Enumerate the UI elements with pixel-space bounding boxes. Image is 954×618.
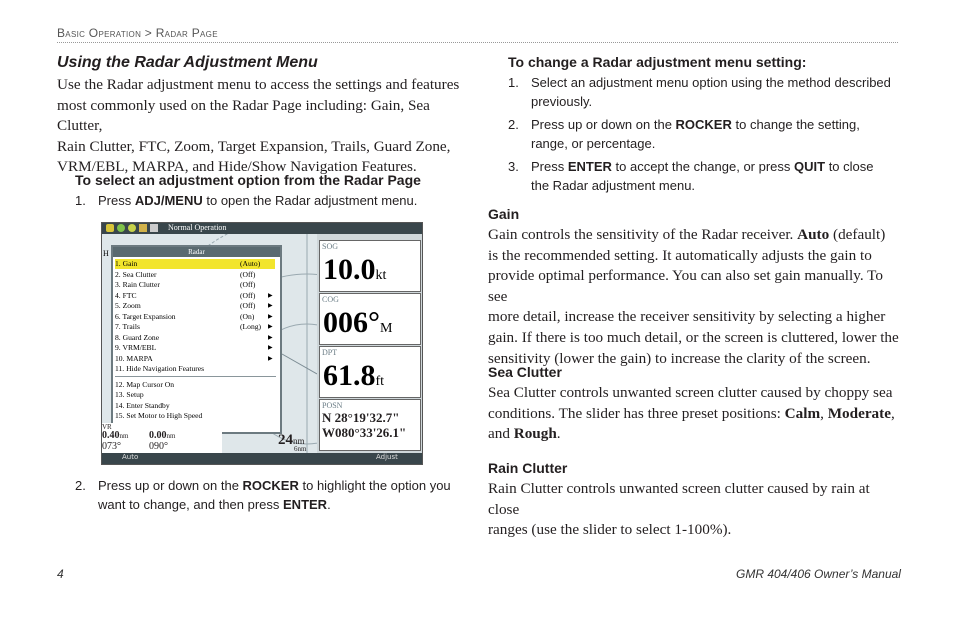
menu-title: Radar	[113, 247, 280, 257]
menu-item-label: 15. Set Motor to High Speed	[115, 411, 203, 420]
cog-field	[319, 293, 421, 345]
select-heading: To select an adjustment option from the Radar Page	[75, 172, 421, 188]
step-number: 3.	[508, 159, 519, 174]
battery-icon	[139, 224, 147, 232]
step-text: Select an adjustment menu option using the method described	[531, 75, 891, 90]
submenu-arrow-icon: ▶	[268, 313, 273, 320]
change-step-3	[508, 157, 903, 197]
step-text: want to change, and then press	[98, 497, 284, 512]
sea-clutter-paragraph: Sea Clutter controls unwanted screen clutter caused by choppy sea conditions. The slider has three preset positions: Calm, Moderate, and Rough.	[488, 383, 903, 445]
manual-title: GMR 404/406 Owner’s Manual	[736, 567, 901, 581]
rain-line: ranges (use the slider to select 1-100%).	[488, 521, 732, 539]
radar-display	[102, 234, 317, 453]
menu-item-label: 1. Gain	[115, 259, 138, 268]
step-number: 2.	[508, 117, 519, 132]
menu-item-label: 14. Enter Standby	[115, 400, 170, 410]
range-readout: 24nm	[278, 432, 305, 448]
select-step-1	[75, 191, 475, 210]
step-text: to close	[825, 159, 874, 174]
softkey-adjust: Adjust	[376, 453, 398, 461]
menu-item-value: (Off)	[240, 290, 256, 300]
menu-item-label: 13. Setup	[115, 390, 144, 399]
step-text: range, or percentage.	[531, 136, 656, 151]
menu-item[interactable]	[115, 270, 275, 280]
page-number: 4	[57, 567, 64, 581]
intro-line: Use the Radar adjustment menu to access the settings and features	[57, 76, 460, 93]
menu-item-label: 8. Guard Zone	[115, 332, 160, 342]
posn-lat: N 28°19'32.7"	[322, 410, 400, 425]
sea-text: conditions. The slider has three preset positions:	[488, 404, 785, 422]
gain-paragraph	[488, 225, 903, 369]
menu-item[interactable]	[115, 364, 275, 374]
gain-line: provide optimal performance. You can also set gain manually. To see	[488, 267, 883, 305]
menu-item-label: 2. Sea Clutter	[115, 269, 157, 279]
vrm-label: VR	[102, 423, 112, 431]
step-number: 1.	[75, 193, 86, 208]
menu-item-value: (On)	[240, 311, 255, 321]
gain-auto: Auto	[797, 226, 830, 243]
key-rocker: ROCKER	[242, 478, 299, 493]
menu-item-label: 4. FTC	[115, 290, 137, 300]
sea-clutter-heading: Sea Clutter	[488, 364, 562, 380]
menu-item[interactable]	[115, 312, 275, 322]
menu-item[interactable]	[115, 291, 275, 301]
vrm-distance-2: 0.00nm	[149, 430, 176, 441]
menu-item-value: (Off)	[240, 301, 256, 310]
step-text: to open the Radar adjustment menu.	[202, 193, 418, 208]
menu-item-value: (Off)	[240, 269, 256, 279]
menu-item[interactable]	[115, 301, 275, 311]
menu-item-label: 9. VRM/EBL	[115, 343, 157, 352]
key-adj-menu: ADJ/MENU	[134, 193, 203, 208]
cog-label: COG	[322, 295, 339, 304]
header-rule	[57, 42, 898, 43]
radar-status-icon	[150, 224, 158, 232]
step-text: previously.	[531, 94, 593, 109]
intro-line: VRM/EBL, MARPA, and Hide/Show Navigation Features.	[57, 158, 417, 176]
sea-text: and	[488, 425, 514, 443]
range-sub: 6nm	[294, 445, 307, 453]
menu-item[interactable]	[115, 401, 275, 411]
submenu-arrow-icon: ▶	[268, 334, 273, 341]
radar-adjustment-menu	[111, 245, 282, 434]
step-text: Press	[98, 193, 135, 208]
radar-marker: H	[103, 249, 109, 258]
menu-item[interactable]	[115, 411, 275, 421]
sog-label: SOG	[322, 242, 339, 251]
sea-rough: Rough	[513, 425, 557, 443]
submenu-arrow-icon: ▶	[268, 355, 273, 362]
menu-item-label: 12. Map Cursor On	[115, 379, 175, 389]
step-number: 1.	[508, 75, 519, 90]
posn-lon: W080°33'26.1"	[322, 425, 407, 440]
sea-calm: Calm	[784, 404, 821, 422]
submenu-arrow-icon: ▶	[268, 324, 273, 330]
menu-item[interactable]	[115, 259, 275, 269]
step-text: Press up or down on the	[98, 478, 243, 493]
gain-text: (default)	[829, 226, 886, 243]
ebl-bearing-1: 073°	[102, 441, 121, 452]
menu-item-label: 7. Trails	[115, 322, 140, 331]
satellite-icon	[128, 224, 136, 232]
submenu-arrow-icon: ▶	[268, 303, 273, 309]
menu-item-label: 5. Zoom	[115, 301, 141, 310]
intro-line: Rain Clutter, FTC, Zoom, Target Expansion, Trails, Guard Zone,	[57, 137, 451, 155]
menu-item[interactable]	[115, 354, 275, 364]
radar-screenshot	[101, 222, 423, 465]
rain-clutter-paragraph	[488, 479, 903, 541]
status-text: Normal Operation	[168, 223, 227, 232]
key-quit: QUIT	[794, 159, 826, 174]
step-text: Press	[531, 159, 568, 174]
step-text: .	[327, 497, 331, 512]
cog-value: 006°M	[323, 306, 393, 339]
menu-item-label: 11. Hide Navigation Features	[115, 364, 205, 373]
sog-value: 10.0kt	[323, 253, 387, 286]
menu-item-value: (Off)	[240, 280, 256, 289]
intro-paragraph	[57, 75, 467, 178]
menu-item[interactable]	[115, 380, 275, 390]
intro-line: most commonly used on the Radar Page including: Gain, Sea Clutter,	[57, 96, 430, 135]
key-enter: ENTER	[283, 497, 328, 512]
submenu-arrow-icon: ▶	[268, 345, 273, 351]
step-text: to accept the change, or press	[611, 159, 795, 174]
softkey-bar	[102, 453, 422, 464]
gps-icon	[117, 224, 125, 232]
step-text: Press up or down on the	[531, 117, 676, 132]
section-heading: Using the Radar Adjustment Menu	[57, 54, 318, 71]
menu-divider	[115, 376, 276, 377]
menu-item[interactable]	[115, 390, 275, 400]
select-step-2	[75, 476, 475, 516]
menu-item[interactable]	[115, 322, 275, 332]
sea-moderate: Moderate	[827, 404, 891, 422]
dpt-label: DPT	[322, 348, 338, 357]
softkey-auto: Auto	[122, 453, 139, 461]
menu-item[interactable]	[115, 343, 275, 353]
status-bar	[102, 223, 422, 234]
menu-item[interactable]	[115, 333, 275, 343]
submenu-arrow-icon: ▶	[268, 292, 273, 299]
menu-item-label: 3. Rain Clutter	[115, 280, 160, 289]
menu-item-value: (Long)	[240, 322, 262, 331]
gain-line: sensitivity (lower the gain) to increase the clarity of the screen.	[488, 349, 871, 367]
change-step-2	[508, 115, 903, 155]
dpt-field	[319, 346, 421, 398]
folder-icon	[106, 224, 114, 232]
gain-heading: Gain	[488, 206, 520, 222]
sea-line: Sea Clutter controls unwanted screen clutter caused by choppy sea	[488, 384, 893, 401]
ebl-bearing-2: 090°	[149, 441, 168, 452]
step-number: 2.	[75, 478, 86, 493]
key-enter: ENTER	[567, 159, 612, 174]
rain-line: Rain Clutter controls unwanted screen clutter caused by rain at close	[488, 480, 870, 518]
rain-clutter-heading: Rain Clutter	[488, 460, 568, 476]
step-text: the Radar adjustment menu.	[531, 178, 696, 193]
menu-item-label: 10. MARPA	[115, 353, 153, 363]
step-text: to highlight the option you	[298, 478, 451, 493]
gain-line: more detail, increase the receiver sensitivity by selecting a higher	[488, 308, 886, 326]
key-rocker: ROCKER	[675, 117, 732, 132]
change-step-1	[508, 73, 903, 113]
gain-line: gain. If there is too much detail, or the screen is cluttered, lower the	[488, 328, 899, 346]
posn-field	[319, 399, 421, 451]
sog-field	[319, 240, 421, 292]
gain-line: is the recommended setting. It automatically adjusts the gain to	[488, 246, 872, 264]
menu-item-label: 6. Target Expansion	[115, 311, 176, 321]
gain-text: Gain controls the sensitivity of the Radar receiver.	[488, 226, 798, 243]
step-text: to change the setting,	[731, 117, 860, 132]
posn-label: POSN	[322, 401, 343, 410]
menu-item-value: (Auto)	[240, 259, 261, 268]
menu-item[interactable]	[115, 280, 275, 290]
vrm-distance-1: 0.40nm	[102, 430, 129, 441]
dpt-value: 61.8ft	[323, 359, 385, 392]
data-fields-panel	[317, 234, 422, 453]
vrm-ebl-readout	[102, 423, 222, 453]
breadcrumb: Basic Operation > Radar Page	[57, 26, 218, 40]
change-heading: To change a Radar adjustment menu setting:	[508, 54, 807, 70]
